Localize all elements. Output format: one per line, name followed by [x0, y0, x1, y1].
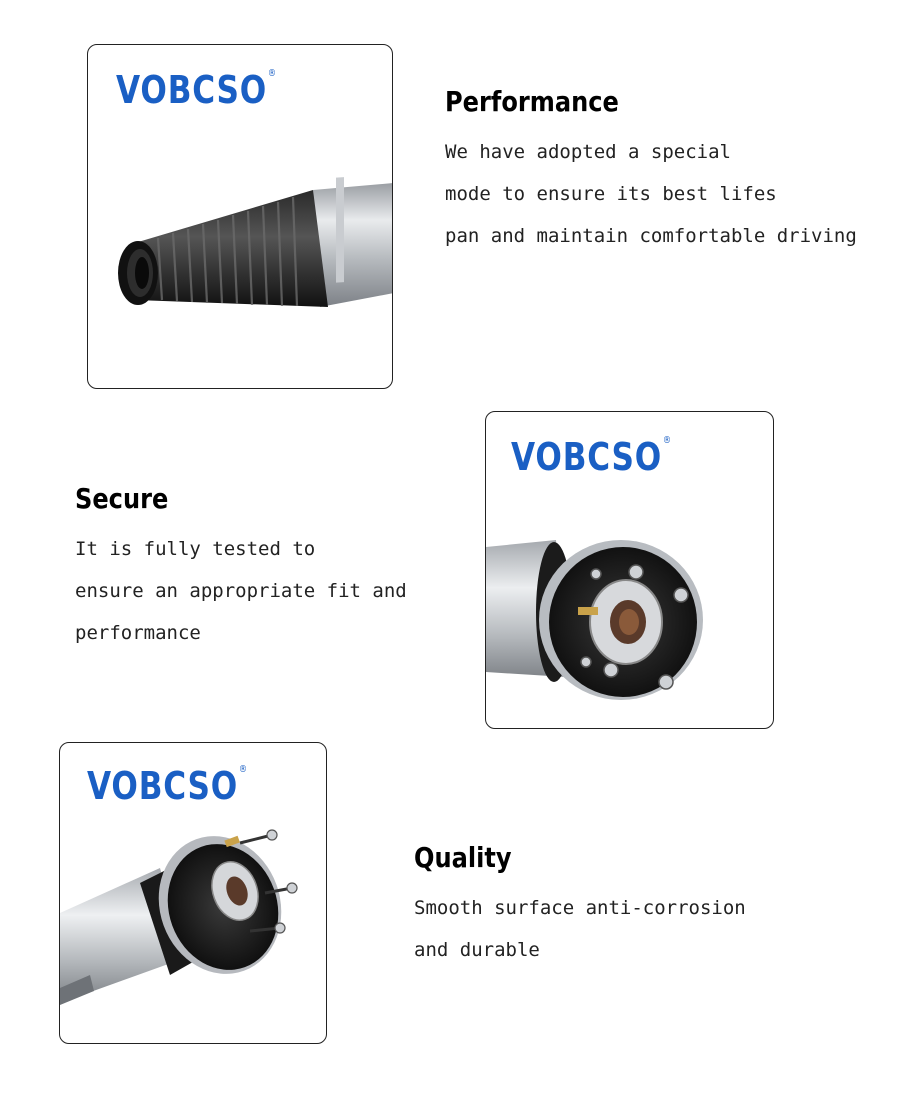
text-line: It is fully tested to — [75, 538, 316, 560]
section-heading-performance: Performance — [445, 85, 619, 118]
text-line: mode to ensure its best lifes — [445, 183, 777, 205]
section-text-quality — [414, 887, 746, 971]
air-strut-top-mount-image — [486, 412, 774, 729]
brand-logo: VOBCSO® — [511, 435, 672, 479]
brand-logo: VOBCSO® — [116, 68, 277, 112]
section-heading-quality: Quality — [414, 841, 512, 874]
air-strut-boot-image — [88, 45, 393, 389]
product-card-angled-mount — [59, 742, 327, 1044]
text-line: pan and maintain comfortable driving — [445, 225, 857, 247]
text-line: ensure an appropriate fit and — [75, 580, 407, 602]
product-card-boot — [87, 44, 393, 389]
air-strut-angled-image — [60, 743, 327, 1044]
product-card-top-mount — [485, 411, 774, 729]
text-line: Smooth surface anti-corrosion — [414, 897, 746, 919]
section-heading-secure: Secure — [75, 482, 169, 515]
text-line: and durable — [414, 939, 540, 961]
brand-logo: VOBCSO® — [87, 764, 248, 808]
text-line: We have adopted a special — [445, 141, 731, 163]
section-text-secure — [75, 528, 407, 654]
text-line: performance — [75, 622, 201, 644]
section-text-performance — [445, 131, 857, 257]
